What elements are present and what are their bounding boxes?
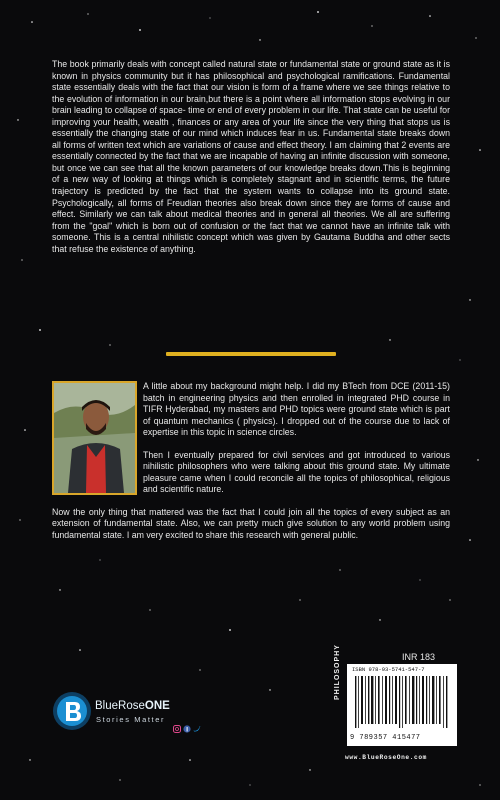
publisher-tagline: Stories Matter bbox=[96, 715, 166, 724]
bio-paragraph-3: Now the only thing that mattered was the fact that I could join all the topics of every subject as an extension of fundamental state. Also, we can pretty much give solution to any world problem using fundamental state. I am very excited to share this research with general public. bbox=[52, 506, 450, 541]
author-photo bbox=[52, 381, 137, 495]
facebook-icon bbox=[183, 725, 190, 732]
twitter-icon bbox=[194, 726, 201, 732]
website-url: www.BlueRoseOne.com bbox=[345, 754, 427, 761]
bio-paragraph-2: Then I eventually prepared for civil services and got introduced to various nihilistic philosophers who were talking about this ground state. My ultimate pleasure came when I could reconcile all the topics of philosophical, religious and scientific nature. bbox=[143, 449, 450, 495]
barcode-digits: 9 789357 415477 bbox=[350, 734, 421, 742]
back-cover-blurb: The book primarily deals with concept called natural state or fundamental state or ground state as it is known in physics community but it has philosophical and psychological ramifications. Fundamental state essentially deals with the fact that our vision is form of a frame where we see things relative to the evolution of information in our brain,but there is a point where all information stops evolving in our brain leading to collapse of space- time or end of every problem in our life. That state can be useful for improving your health, wealth , finances or any area of your life since the very thing that stops us is essentially the changing state of our mind which induces fear in us. Fundamental state breaks down all forms of written text which are variations of cause and effect theory. I am claiming that 2 events are essentially connected by the fact that we are incapable of having an infinite discussion with someone, but once we can see that all the known parameters of our knowledge breaks down.This is beginning of a new way of looking at things which is completely stagnant and in scientific terms, the future trajectory is predicted by the fact that the system wants to collapse into its ground state. Psychologically, all forms of Freudian theories also break down since they are forms of cause and effect. Similarly we can talk about medical theories and in general all theories. We all are suffering from the "goal" which is born out of confusion or the fact that we cannot have an infinite talk with someone. This is a central nihilistic concept which was given by Gautama Buddha and other sects that refuse the existence of anything. bbox=[52, 59, 450, 254]
bio-paragraph-1: A little about my background might help. I did my BTech from DCE (2011-15) batch in engineering physics and then enrolled in integrated PHD course in TIFR Hyderabad, my masters and PHD topics were ground state which is part of quantum mechanics ( physics). I dropped out of the course due to lack of expertise in this topic in science circles. bbox=[143, 381, 450, 438]
publisher-name-part2: ONE bbox=[144, 700, 170, 712]
social-icons bbox=[173, 725, 201, 735]
gold-divider bbox=[166, 352, 336, 356]
isbn-number: ISBN 978-93-5741-547-7 bbox=[352, 666, 425, 673]
category-label: PHILOSOPHY bbox=[334, 644, 341, 700]
price-label: INR 183 bbox=[402, 652, 436, 662]
publisher-name-part1: BlueRose bbox=[95, 700, 145, 712]
instagram-icon bbox=[174, 726, 181, 733]
publisher-logo-icon bbox=[52, 691, 92, 731]
publisher-name bbox=[95, 700, 170, 712]
